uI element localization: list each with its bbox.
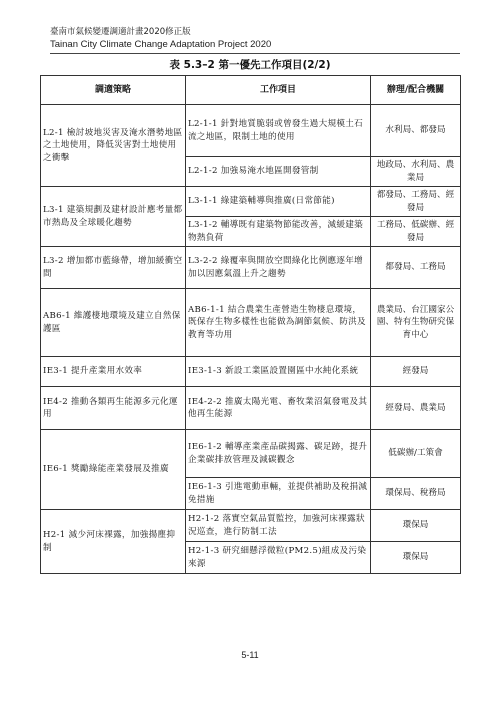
strategy-cell: IE6-1 獎勵綠能產業發展及推廣 <box>41 430 186 510</box>
agency-cell: 工務局、低碳辦、經發局 <box>371 217 461 247</box>
work-item-cell: AB6-1-1 結合農業生產營造生物棲息環境，既保存生物多樣性也能做為調節氣候、防洪及教育等功用 <box>186 289 371 357</box>
page-number: 5-11 <box>241 650 259 660</box>
table-row <box>41 510 461 542</box>
table-row <box>41 357 461 387</box>
strategy-cell: H2-1 減少河床裸露，加強揚塵抑制 <box>41 510 186 574</box>
priority-work-items-table <box>40 75 461 574</box>
agency-cell: 地政局、水利局、農業局 <box>371 157 461 187</box>
agency-cell: 低碳辦/工策會 <box>371 430 461 478</box>
work-item-cell: H2-1-3 研究細懸浮微粒(PM2.5)組成及污染來源 <box>186 542 371 574</box>
header-title-zh: 臺南市氣候變遷調適計畫2020修正版 <box>50 27 191 37</box>
table-caption: 表 5.3–2 第一優先工作項目(2/2) <box>169 59 331 71</box>
header-divider <box>50 53 460 54</box>
table-row <box>41 247 461 289</box>
work-item-cell: H2-1-2 落實空氣品質監控，加強河床裸露狀況巡查，進行防制工法 <box>186 510 371 542</box>
table-header-row <box>41 76 461 105</box>
agency-cell: 農業局、台江國家公園、特有生物研究保育中心 <box>371 289 461 357</box>
strategy-cell: IE3-1 提升產業用水效率 <box>41 357 186 387</box>
work-item-cell: L3-1-2 輔導既有建築物節能改善，減緩建築物熱負荷 <box>186 217 371 247</box>
table-row <box>41 387 461 430</box>
running-header <box>50 27 460 51</box>
work-item-cell: L2-1-1 針對地質脆弱或曾發生過大規模土石流之地區，限制土地的使用 <box>186 105 371 157</box>
strategy-cell: IE4-2 推動各類再生能源多元化運用 <box>41 387 186 430</box>
strategy-cell: L3-1 建築規劃及建材設計應考量都市熱島及全球暖化趨勢 <box>41 187 186 247</box>
agency-cell: 環保局、稅務局 <box>371 478 461 510</box>
column-header-strategy: 調適策略 <box>41 76 186 105</box>
header-title-en: Tainan City Climate Change Adaptation Project 2020 <box>50 39 272 50</box>
table-row <box>41 289 461 357</box>
work-item-cell: IE4-2-2 推廣太陽光電、畜牧業沼氣發電及其他再生能源 <box>186 387 371 430</box>
agency-cell: 都發局、工務局 <box>371 247 461 289</box>
column-header-agency: 辦理/配合機關 <box>371 76 461 105</box>
agency-cell: 環保局 <box>371 542 461 574</box>
work-item-cell: L3-1-1 綠建築輔導與推廣(日常節能) <box>186 187 371 217</box>
work-item-cell: IE6-1-2 輔導產業產品碳揭露、碳足跡，提升企業碳排放管理及減碳觀念 <box>186 430 371 478</box>
work-item-cell: IE6-1-3 引進電動車輛，並提供補助及稅捐減免措施 <box>186 478 371 510</box>
work-item-cell: L2-1-2 加強易淹水地區開發管制 <box>186 157 371 187</box>
strategy-cell: L2-1 檢討坡地災害及淹水潛勢地區之土地使用，降低災害對土地使用之衝擊 <box>41 105 186 187</box>
agency-cell: 都發局、工務局、經發局 <box>371 187 461 217</box>
agency-cell: 經發局、農業局 <box>371 387 461 430</box>
agency-cell: 水利局、都發局 <box>371 105 461 157</box>
strategy-cell: AB6-1 維護棲地環境及建立自然保護區 <box>41 289 186 357</box>
agency-cell: 環保局 <box>371 510 461 542</box>
table-row <box>41 430 461 478</box>
table-row <box>41 187 461 217</box>
table-row <box>41 105 461 157</box>
column-header-work-item: 工作項目 <box>186 76 371 105</box>
work-item-cell: L3-2-2 綠覆率與開放空間綠化比例應逐年增加以因應氣溫上升之趨勢 <box>186 247 371 289</box>
strategy-cell: L3-2 增加都市藍綠帶，增加緩衝空間 <box>41 247 186 289</box>
work-item-cell: IE3-1-3 新設工業區設置園區中水純化系統 <box>186 357 371 387</box>
agency-cell: 經發局 <box>371 357 461 387</box>
